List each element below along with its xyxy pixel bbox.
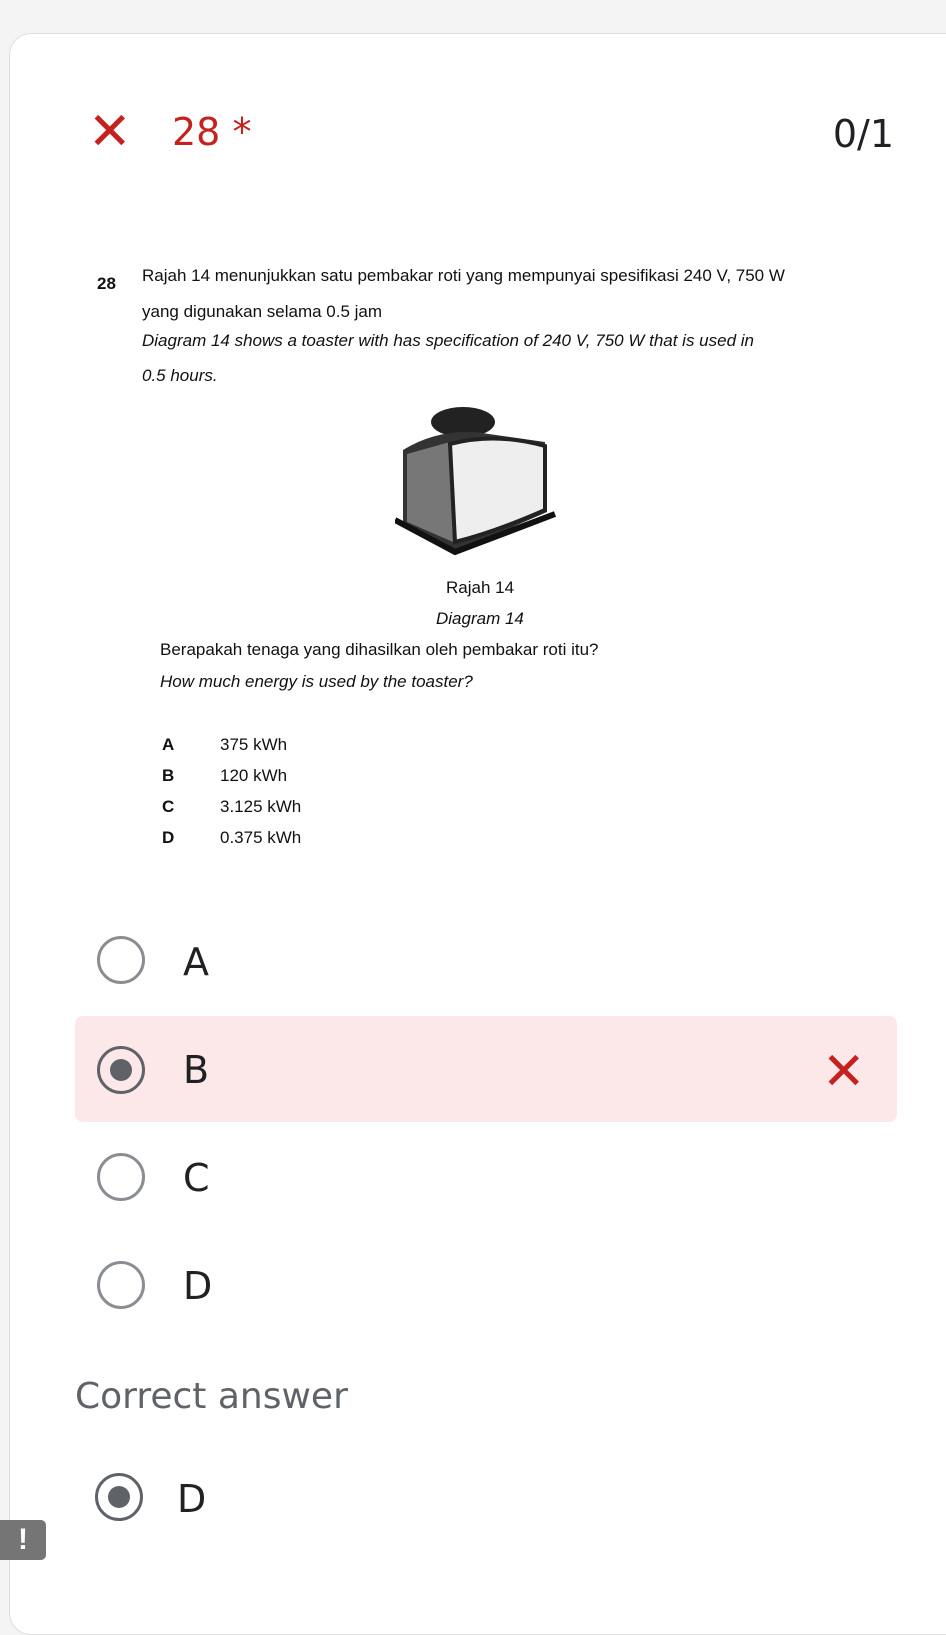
malay-text-1: Rajah 14 menunjukkan satu pembakar roti yang mempunyai spesifikasi 240 V, 750 W [142,266,785,285]
question-number [172,110,251,154]
option-label-c: C [183,1156,210,1200]
correct-answer-heading: Correct answer [75,1376,348,1417]
caption-malay: Rajah 14 [446,578,515,597]
radio-option-c[interactable] [97,1153,145,1201]
option-label-d: D [183,1264,213,1308]
choice-value: 120 kWh [220,766,288,785]
radio-option-b[interactable] [97,1046,145,1094]
choice-letter: C [162,797,175,816]
english-text-1: Diagram 14 shows a toaster with has specification of 240 V, 750 W that is used in [142,331,754,350]
wrong-answer-x-icon: ✕ [822,1042,866,1102]
choice-letter: A [162,735,175,754]
choice-letter: D [162,828,175,847]
ask-english: How much energy is used by the toaster? [160,672,473,691]
choice-value: 3.125 kWh [220,797,302,816]
correct-answer-label: D [177,1477,207,1521]
ask-malay: Berapakah tenaga yang dihasilkan oleh pembakar roti itu? [160,640,599,659]
radio-option-a[interactable] [97,936,145,984]
caption-english: Diagram 14 [436,609,524,628]
english-text-2: 0.5 hours. [142,366,218,385]
incorrect-x-icon: ✕ [88,102,132,162]
radio-option-d[interactable] [97,1261,145,1309]
correct-answer-radio [95,1473,143,1521]
choice-letter: B [162,766,175,785]
malay-text-2: yang digunakan selama 0.5 jam [142,302,383,321]
toaster-image [395,402,560,557]
score: 0/1 [832,112,894,156]
scan-question-number: 28 [97,274,116,293]
option-label-a: A [183,940,209,984]
option-label-b: B [183,1048,210,1092]
required-mark: * [232,110,252,154]
question-number-text: 28 [172,110,221,154]
choice-value: 375 kWh [220,735,288,754]
feedback-button[interactable]: ! [0,1520,46,1560]
choice-value: 0.375 kWh [220,828,302,847]
